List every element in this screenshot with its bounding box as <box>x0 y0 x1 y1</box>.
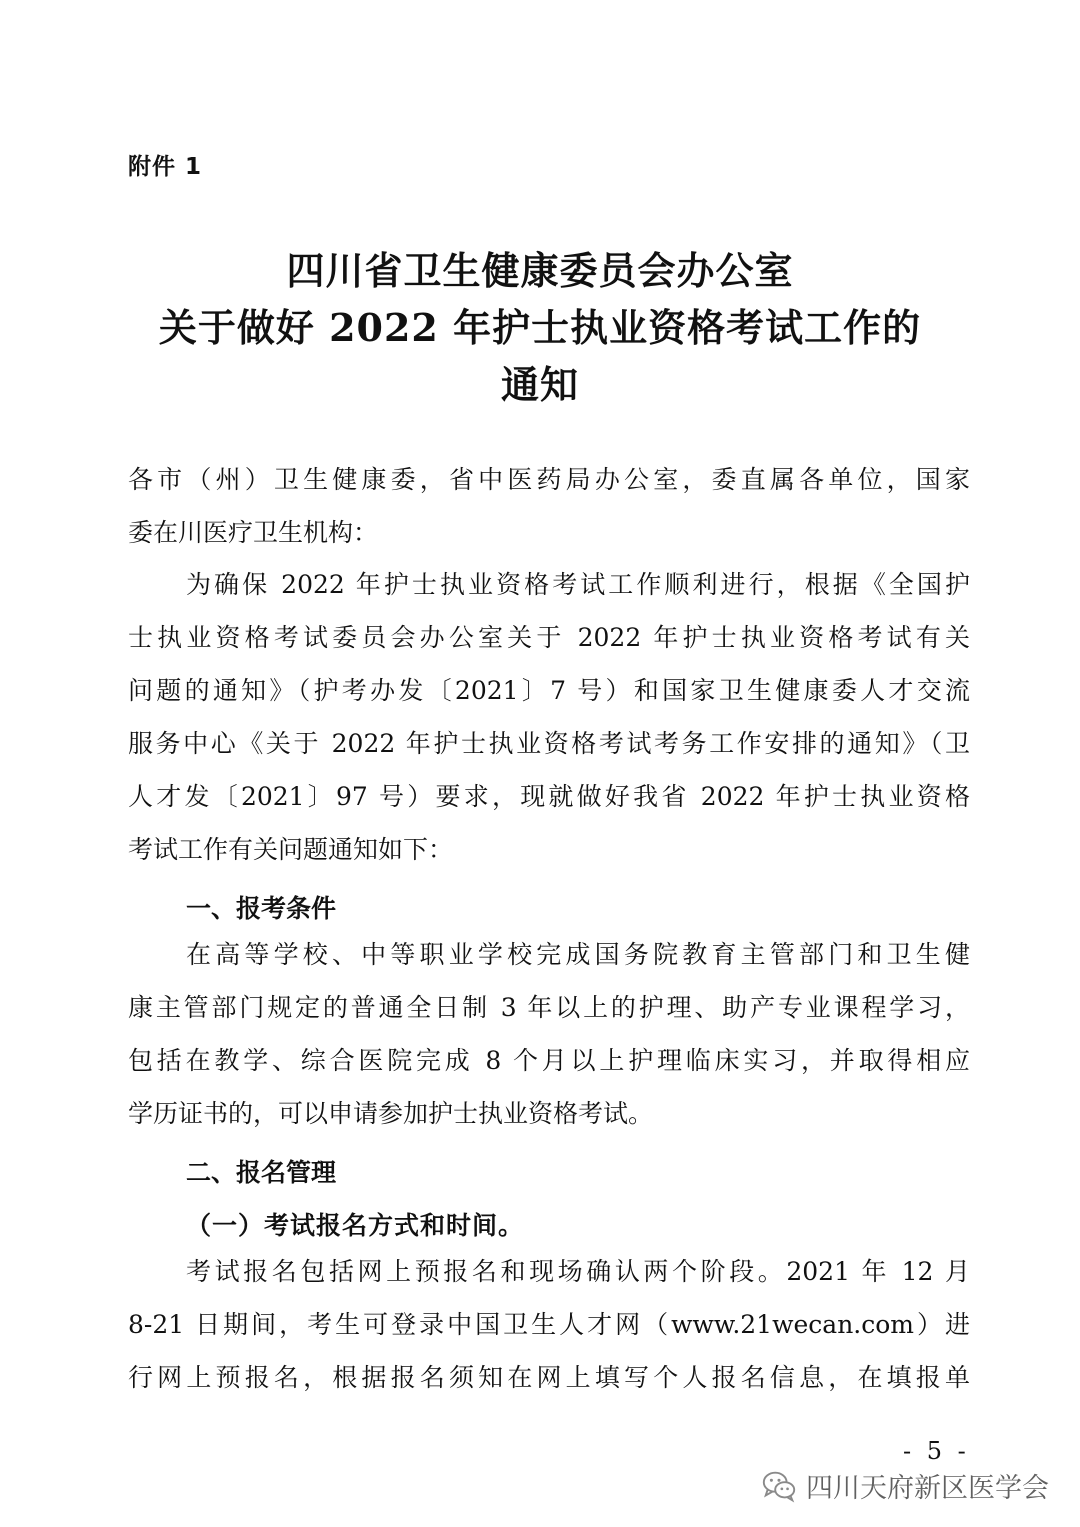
document-title-line-1: 四川省卫生健康委员会办公室 <box>286 248 794 293</box>
intro-line: 问题的通知》（护考办发〔2021〕7 号）和国家卫生健康委人才交流 <box>128 676 970 705</box>
intro-line: 服务中心《关于 2022 年护士执业资格考试考务工作安排的通知》（卫 <box>128 729 970 758</box>
section2-line: 行网上预报名，根据报名须知在网上填写个人报名信息，在填报单 <box>128 1363 970 1392</box>
subsection-heading: （一）考试报名方式和时间。 <box>186 1211 525 1240</box>
intro-line: 为确保 2022 年护士执业资格考试工作顺利进行，根据《全国护 <box>186 570 970 599</box>
salutation-line: 委在川医疗卫生机构： <box>128 518 379 547</box>
wechat-icon <box>760 1467 798 1505</box>
section2-line: 8-21 日期间，考生可登录中国卫生人才网（www.21wecan.com）进 <box>128 1310 970 1339</box>
watermark-text: 四川天府新区医学会 <box>806 1473 1049 1504</box>
section1-line: 康主管部门规定的普通全日制 3 年以上的护理、助产专业课程学习， <box>128 993 970 1022</box>
section-heading-2: 二、报名管理 <box>186 1158 337 1187</box>
watermark <box>760 1466 1049 1505</box>
document-title-line-3: 通知 <box>500 362 579 407</box>
intro-line: 士执业资格考试委员会办公室关于 2022 年护士执业资格考试有关 <box>128 623 970 652</box>
attachment-label: 附件 1 <box>128 154 203 180</box>
document-title-line-2: 关于做好 2022 年护士执业资格考试工作的 <box>158 305 922 350</box>
salutation-line: 各市（州）卫生健康委，省中医药局办公室，委直属各单位，国家 <box>128 465 970 494</box>
section-heading-1: 一、报考条件 <box>186 894 337 923</box>
section2-line: 考试报名包括网上预报名和现场确认两个阶段。2021 年 12 月 <box>186 1257 970 1286</box>
section1-line: 包括在教学、综合医院完成 8 个月以上护理临床实习，并取得相应 <box>128 1046 970 1075</box>
page-number: - 5 - <box>903 1437 970 1465</box>
section1-line: 学历证书的，可以申请参加护士执业资格考试。 <box>128 1099 654 1128</box>
intro-line: 考试工作有关问题通知如下： <box>128 835 454 864</box>
intro-line: 人才发〔2021〕97 号）要求，现就做好我省 2022 年护士执业资格 <box>128 782 970 811</box>
section1-line: 在高等学校、中等职业学校完成国务院教育主管部门和卫生健 <box>186 940 970 969</box>
